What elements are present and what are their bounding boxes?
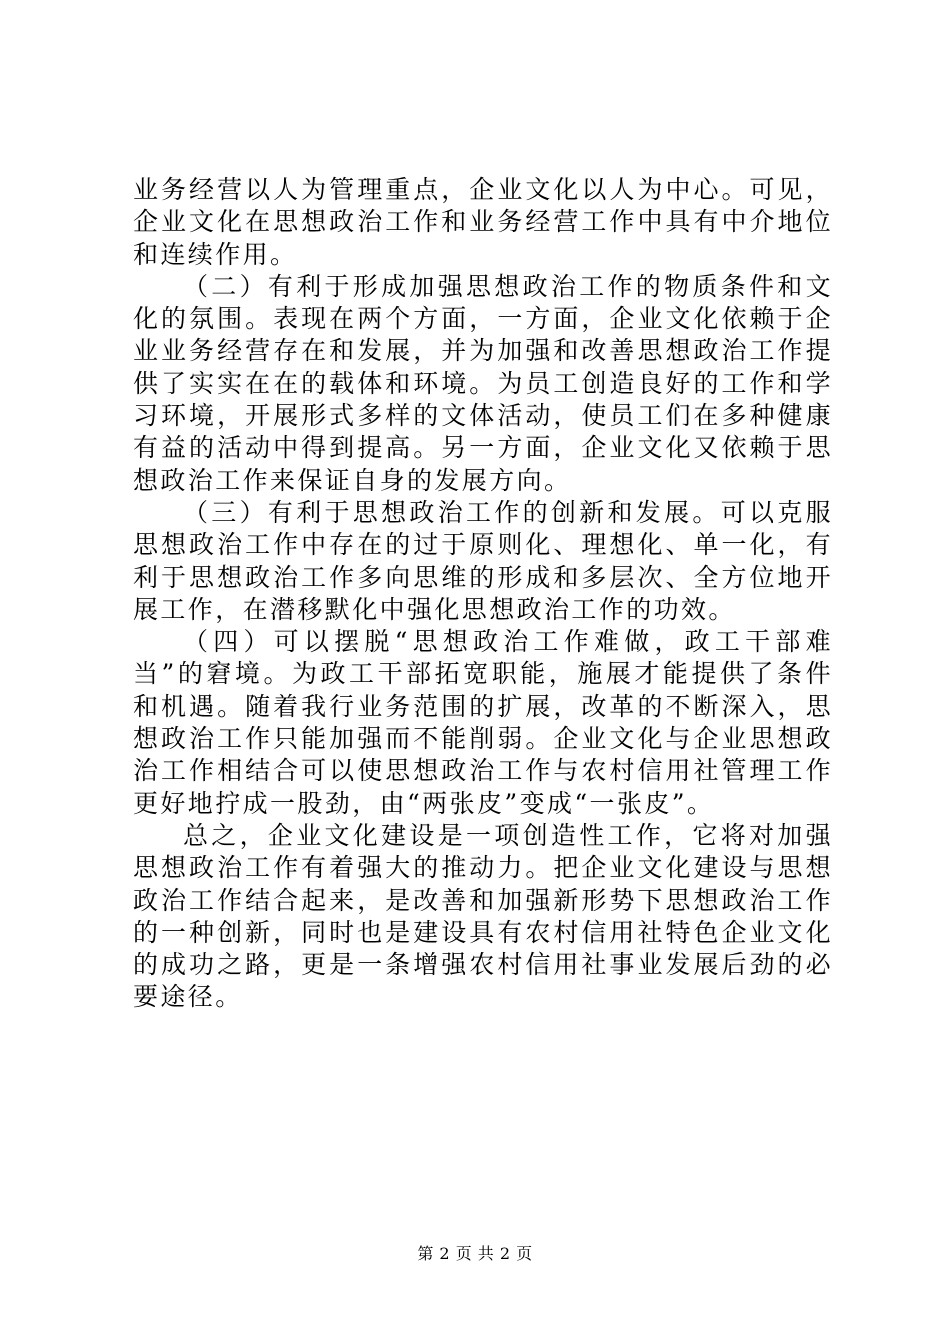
page-number-footer: 第 2 页 共 2 页 [417,1244,533,1263]
paragraph-point-three: （三）有利于思想政治工作的创新和发展。可以克服思想政治工作中存在的过于原则化、理想化、单一化，有利于思想政治工作多向思维的形成和多层次、全方位地开展工作，在潜移默化中强化思想政治工作的功效。 [133,497,833,624]
document-body [133,174,833,1014]
paragraph-point-four: （四）可以摆脱“思想政治工作难做，政工干部难当”的窘境。为政工干部拓宽职能，施展才能提供了条件和机遇。随着我行业务范围的扩展，改革的不断深入，思想政治工作只能加强而不能削弱。企业文化与企业思想政治工作相结合可以使思想政治工作与农村信用社管理工作更好地拧成一股劲，由“两张皮”变成“一张皮”。 [133,627,833,818]
paragraph-conclusion: 总之，企业文化建设是一项创造性工作，它将对加强思想政治工作有着强大的推动力。把企业文化建设与思想政治工作结合起来，是改善和加强新形势下思想政治工作的一种创新，同时也是建设具有农村信用社特色企业文化的成功之路，更是一条增强农村信用社事业发展后劲的必要途径。 [133,820,833,1012]
paragraph-continuation: 业务经营以人为管理重点，企业文化以人为中心。可见，企业文化在思想政治工作和业务经营工作中具有中介地位和连续作用。 [133,175,833,269]
paragraph-point-two: （二）有利于形成加强思想政治工作的物质条件和文化的氛围。表现在两个方面，一方面，企业文化依赖于企业业务经营存在和发展，并为加强和改善思想政治工作提供了实实在在的载体和环境。为员工创造良好的工作和学习环境，开展形式多样的文体活动，使员工们在多种健康有益的活动中得到提高。另一方面，企业文化又依赖于思想政治工作来保证自身的发展方向。 [133,271,833,495]
